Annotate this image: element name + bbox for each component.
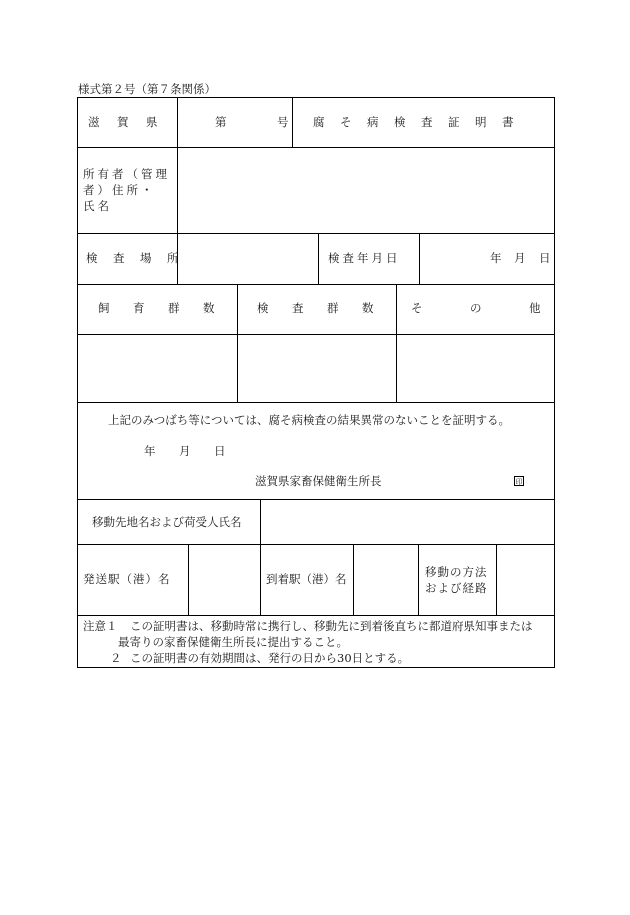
issuer-title: 滋賀県家畜保健衛生所長	[255, 474, 382, 488]
note-1-prefix: 注意１	[83, 619, 118, 633]
certificate-number-dai: 第	[215, 115, 227, 129]
inspection-date-label: 検査年月日	[328, 251, 401, 265]
breeding-groups-label: 飼 育 群 数	[98, 301, 221, 315]
transport-method-line1: 移動の方法	[425, 565, 488, 579]
owner-address-name-field[interactable]	[183, 152, 548, 228]
departure-station-field[interactable]	[193, 549, 255, 611]
row-divider	[77, 499, 555, 500]
departure-station-label: 発送駅（港）名	[83, 572, 171, 586]
row-divider	[77, 284, 555, 285]
row-divider	[77, 615, 555, 616]
column-divider	[177, 97, 178, 147]
certification-year: 年	[144, 444, 156, 458]
column-divider	[318, 233, 319, 284]
transport-method-field[interactable]	[500, 549, 550, 611]
column-divider	[188, 544, 189, 615]
inspection-date-field[interactable]	[424, 238, 484, 280]
inspection-date-day: 日	[539, 251, 551, 265]
arrival-station-label: 到着駅（港）名	[266, 572, 347, 586]
row-divider	[77, 544, 555, 545]
owner-label-line3: 氏名	[83, 199, 112, 213]
row-divider	[77, 147, 555, 148]
column-divider	[419, 233, 420, 284]
certification-day: 日	[214, 444, 226, 458]
destination-label: 移動先地名および荷受人氏名	[92, 515, 242, 529]
prefecture-label: 滋 賀 県	[88, 115, 161, 129]
certificate-number-field[interactable]	[230, 106, 272, 138]
certification-statement: 上記のみつばち等については、腐そ病検査の結果異常のないことを証明する。	[108, 413, 511, 427]
column-divider	[237, 284, 238, 402]
column-divider	[260, 544, 261, 615]
form-number: 様式第２号（第７条関係）	[78, 82, 216, 96]
inspection-place-field[interactable]	[182, 238, 314, 280]
note-2-text: この証明書の有効期間は、発行の日から30日とする。	[130, 651, 410, 665]
breeding-groups-field[interactable]	[82, 340, 232, 397]
transport-method-line2: および経路	[425, 581, 488, 595]
inspection-date-year: 年	[490, 251, 502, 265]
column-divider	[292, 97, 293, 147]
arrival-station-field[interactable]	[358, 549, 414, 611]
row-divider	[77, 233, 555, 234]
seal-mark: 印	[515, 478, 523, 486]
column-divider	[353, 544, 354, 615]
inspected-groups-field[interactable]	[242, 340, 392, 397]
row-divider	[77, 334, 555, 335]
inspection-place-label: 検 査 場 所	[86, 251, 181, 265]
other-field[interactable]	[401, 340, 551, 397]
row-divider	[77, 402, 555, 403]
document-title: 腐 そ 病 検 査 証 明 書	[313, 115, 516, 129]
transport-method-label	[425, 564, 488, 596]
owner-label-line1: 所有者（管理	[83, 167, 170, 181]
column-divider	[418, 544, 419, 615]
note-2-prefix: ２	[110, 651, 122, 665]
note-1-line2: 最寄りの家畜保健衛生所長に提出すること。	[118, 635, 348, 649]
destination-field[interactable]	[265, 504, 549, 540]
column-divider	[260, 499, 261, 544]
owner-label	[83, 166, 175, 214]
note-1-line1: この証明書は、移動時常に携行し、移動先に到着後直ちに都道府県知事または	[130, 619, 533, 633]
column-divider	[396, 284, 397, 402]
inspected-groups-label: 検 査 群 数	[257, 301, 380, 315]
certificate-number-go: 号	[277, 115, 289, 129]
other-label: そ の 他	[411, 301, 559, 315]
column-divider	[177, 147, 178, 233]
column-divider	[496, 544, 497, 615]
owner-label-line2: 者）住所・	[83, 183, 156, 197]
inspection-date-month: 月	[514, 251, 526, 265]
certification-month: 月	[179, 444, 191, 458]
